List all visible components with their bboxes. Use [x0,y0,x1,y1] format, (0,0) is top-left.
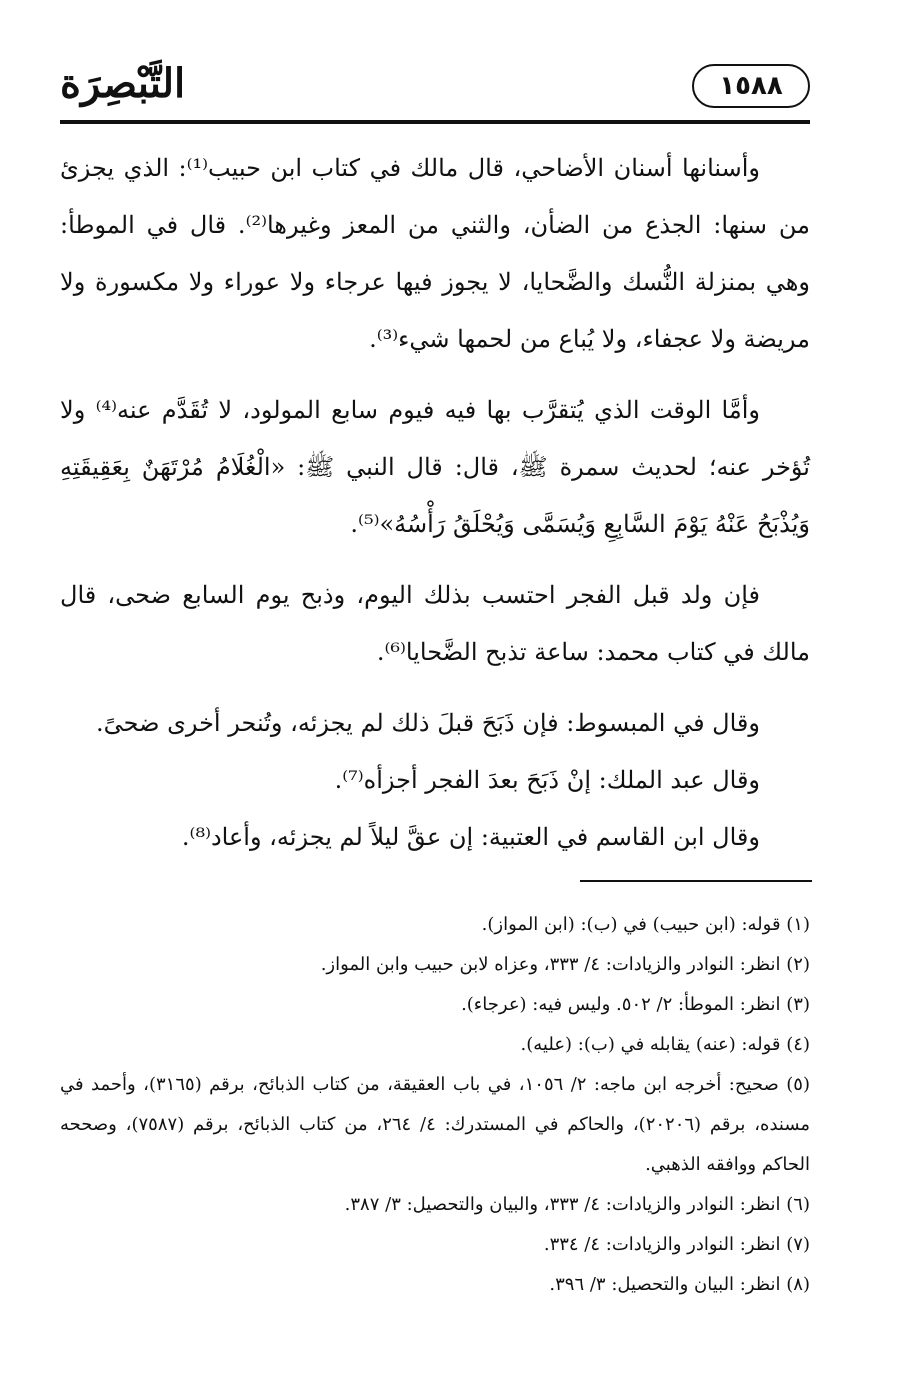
footnote: (٤) قوله: (عنه) يقابله في (ب): (عليه). [520,1034,810,1055]
paragraph: وأسنانها أسنان الأضاحي، قال مالك في كتاب ابن حبيب⁽¹⁾: الذي يجزئ من سنها: الجذع من الضأن، والثني من المعز وغيرها⁽²⁾. قال في الموطأ: وهي بمنزلة النُّسك والضَّحايا، لا يجوز فيها عرجاء ولا عوراء ولا مكسورة ولا مريضة ولا عجفاء، ولا يُباع من لحمها شيء⁽³⁾. [60,154,810,353]
footnote: (٢) انظر: النوادر والزيادات: ٤/ ٣٣٣، وعزاه لابن حبيب وابن المواز. [320,954,810,975]
paragraph: فإن ولد قبل الفجر احتسب بذلك اليوم، وذبح يوم السابع ضحى، قال مالك في كتاب محمد: ساعة تذبح الضَّحايا⁽⁶⁾. [60,581,810,666]
page-number-badge [692,64,810,108]
paragraph: وقال ابن القاسم في العتبية: إن عقَّ ليلاً لم يجزئه، وأعاد⁽⁸⁾. [181,823,760,851]
footnotes [60,905,810,1305]
page-header [60,60,810,124]
paragraph: وأمَّا الوقت الذي يُتقرَّب بها فيه فيوم سابع المولود، لا تُقَدَّم عنه⁽⁴⁾ ولا تُؤخر عنه؛ لحديث سمرة ﷺ، قال: قال النبي ﷺ: «الْغُلَامُ مُرْتَهَنٌ بِعَقِيقَتِهِ وَيُذْبَحُ عَنْهُ يَوْمَ السَّابِعِ وَيُسَمَّى وَيُحْلَقُ رَأْسُهُ»⁽⁵⁾. [60,396,810,538]
footnote: (٦) انظر: النوادر والزيادات: ٤/ ٣٣٣، والبيان والتحصيل: ٣/ ٣٨٧. [344,1194,810,1215]
footnote-separator [580,880,812,882]
book-title: التَّبْصِرَة [60,60,186,107]
page-number: ١٥٨٨ [719,71,783,101]
footnote: (٨) انظر: البيان والتحصيل: ٣/ ٣٩٦. [549,1274,810,1295]
footnote: (١) قوله: (ابن حبيب) في (ب): (ابن المواز). [481,914,810,935]
main-text [60,140,810,866]
paragraph: وقال عبد الملك: إنْ ذَبَحَ بعدَ الفجر أجزأه⁽⁷⁾. [334,766,760,794]
paragraph: وقال في المبسوط: فإن ذَبَحَ قبلَ ذلك لم يجزئه، وتُنحر أخرى ضحىً. [95,709,760,737]
header-rule [60,120,810,124]
footnote: (٣) انظر: الموطأ: ٢/ ٥٠٢. وليس فيه: (عرجاء). [461,994,810,1015]
footnote: (٧) انظر: النوادر والزيادات: ٤/ ٣٣٤. [543,1234,810,1255]
footnote: (٥) صحيح: أخرجه ابن ماجه: ٢/ ١٠٥٦، في باب العقيقة، من كتاب الذبائح، برقم (٣١٦٥)، وأحمد في مسنده، برقم (٢٠٢٠٦)، والحاكم في المستدرك: ٤/ ٢٦٤، من كتاب الذبائح، برقم (٧٥٨٧)، وصححه الحاكم ووافقه الذهبي. [60,1074,811,1175]
